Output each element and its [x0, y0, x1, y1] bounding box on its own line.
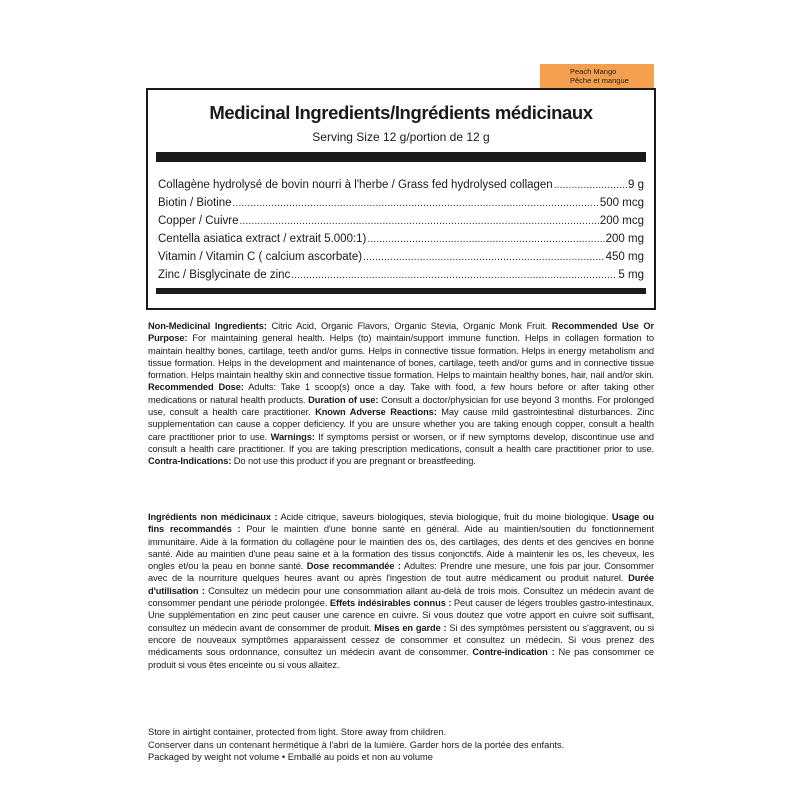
- ingredient-name: Vitamin / Vitamin C ( calcium ascorbate): [158, 251, 363, 263]
- serving-size: Serving Size 12 g/portion de 12 g: [312, 130, 490, 144]
- use-label: Recommended Use Or Purpose:: [148, 321, 654, 344]
- warnings-text: Si des symptômes persistent ou s'aggravent, ou si encore de nouveaux symptômes apparaissent cessez de consommer et consultez un médecin. Si vous prenez des médicaments sous ordonnance, consultez un médecin avant de consommer.: [148, 622, 654, 658]
- ingredient-amount: 5 mg: [618, 269, 644, 281]
- ingredient-name: Zinc / Bisglycinate de zinc: [158, 269, 291, 281]
- panel-divider-thin: [156, 288, 646, 294]
- contra-label: Contra-Indications:: [148, 456, 232, 467]
- panel-title: Medicinal Ingredients/Ingrédients médicinaux: [209, 102, 593, 123]
- contra-text: Do not use this product if you are pregnant or breastfeeding.: [231, 456, 476, 467]
- warnings-text: If symptoms persist or worsen, or if new symptoms develop, discontinue use and consult a health care practitioner. If you are taking prescription medications, consult a health care practitioner prior to use.: [148, 431, 655, 454]
- ingredient-list: [158, 176, 644, 284]
- use-label: Usage ou fins recommandés :: [148, 512, 655, 535]
- storage-instructions: [148, 726, 654, 764]
- adverse-label: Effets indésirables connus :: [329, 598, 452, 609]
- panel-divider-thick: [156, 152, 646, 162]
- ingredient-name: Centella asiatica extract / extrait 5.000:1): [158, 233, 367, 245]
- nmi-label: Ingrédients non médicinaux :: [148, 512, 278, 522]
- storage-french: Conserver dans un contenant hermétique à l'abri de la lumière. Garder hors de la portée des enfants.: [148, 739, 565, 750]
- adverse-text: Peut causer de légers troubles gastro-intestinaux. Une supplémentation en zinc peut causer une carence en cuivre. Si vous doutez que votre apport en cuivre soit suffisant, consultez un médecin avant de consommer de produit.: [148, 598, 654, 633]
- ingredient-row: [158, 266, 644, 284]
- storage-english: Store in airtight container, protected from light. Store away from children.: [148, 727, 447, 737]
- warnings-label: Warnings:: [270, 431, 315, 442]
- ingredient-row: [158, 194, 644, 212]
- ingredient-name: Copper / Cuivre: [158, 215, 239, 227]
- duration-text: Consult a doctor/physician for use beyond 3 months. For prolonged use, consult a health care practitioner.: [148, 394, 654, 418]
- duration-label: Duration of use:: [308, 394, 379, 405]
- dose-label: Dose recommandée :: [306, 561, 401, 572]
- ingredient-amount: 200 mcg: [599, 215, 644, 227]
- ingredient-row: [158, 248, 644, 266]
- dose-text: Adults: Take 1 scoop(s) once a day. Take with food, a few hours before or after taking other medications or natural health products.: [148, 382, 654, 405]
- ingredient-amount: 500 mcg: [599, 197, 644, 209]
- ingredient-name: Biotin / Biotine: [158, 197, 232, 209]
- flavor-tag: [540, 64, 654, 88]
- ingredient-amount: 9 g: [628, 179, 644, 191]
- leader-dots: [554, 177, 627, 195]
- warnings-label: Mises en garde :: [374, 622, 447, 633]
- ingredient-row: [158, 176, 644, 194]
- ingredient-amount: 200 mg: [605, 233, 644, 245]
- ingredient-name: Collagène hydrolysé de bovin nourri à l'herbe / Grass fed hydrolysed collagen: [158, 179, 553, 191]
- adverse-text: May cause mild gastrointestinal disturbances. Zinc supplementation can cause a copper deficiency. If you are unsure whether you are taking enough copper, consult a health care practitioner prior to use.: [148, 407, 654, 442]
- ingredient-amount: 450 mg: [605, 251, 644, 263]
- packaging-note: Packaged by weight not volume • Emballé au poids et non au volume: [148, 752, 433, 762]
- leader-dots: [363, 249, 605, 267]
- nmi-text: Acide citrique, saveurs biologiques, stevia biologique, fruit du moine biologique.: [277, 512, 612, 522]
- contra-text: Ne pas consommer ce produit si vous êtes enceinte ou si vous allaitez.: [148, 647, 654, 670]
- leader-dots: [233, 195, 599, 213]
- nmi-text: Citric Acid, Organic Flavors, Organic Stevia, Organic Monk Fruit.: [266, 321, 552, 331]
- duration-label: Durée d'utilisation :: [148, 573, 654, 596]
- contra-label: Contre-indication :: [472, 647, 555, 658]
- french-label-text: [148, 511, 654, 671]
- use-text: For maintaining general health. Helps (to) maintain/support immune function. Helps in collagen formation to maintain healthy bones, cartilage, teeth and/or gums. Helps in connective tissue formation. Helps in energy metabolism and tissue formation. Helps in the development and maintenance of bones, cartilage, teeth and/or gums and in connective tissue formation. Helps maintain healthy skin and connective tissue formation. Helps to maintain healthy bones, hair, nail and/or skin.: [148, 333, 654, 381]
- duration-text: Consultez un médecin pour une consommation allant au-delà de trois mois. Consultez un médecin avant de consommer pendant une période prolongée.: [148, 585, 654, 609]
- flavor-english: Peach Mango: [570, 67, 617, 76]
- leader-dots: [367, 231, 604, 249]
- adverse-label: Known Adverse Reactions:: [315, 407, 437, 418]
- medicinal-ingredients-panel: [146, 88, 656, 310]
- dose-label: Recommended Dose:: [148, 382, 244, 393]
- ingredient-row: [158, 212, 644, 230]
- dose-text: Adultes: Prendre une mesure, une fois par jour. Consommer avec de la nourriture quelques heures avant ou après l'ingestion de tout autre médicament ou produit naturel.: [148, 561, 654, 584]
- use-text: Pour le maintien d'une bonne santé en général. Aide au maintien/soutien du fonctionnement immunitaire. Aide à la formation du collagène pour le maintien des os, des cartilages, des dents et des gencives en bonne santé. Aide au maintien d'une peau saine et à la formation des tissus conjonctifs. Aide à maintenir les os, les cheveux, les ongles et/ou la peau en bonne santé.: [148, 524, 655, 572]
- ingredient-row: [158, 230, 644, 248]
- flavor-french: Pêche et mangue: [570, 76, 629, 85]
- english-label-text: [148, 320, 654, 468]
- leader-dots: [291, 267, 617, 285]
- nmi-label: Non-Medicinal Ingredients:: [148, 321, 267, 331]
- leader-dots: [240, 213, 599, 231]
